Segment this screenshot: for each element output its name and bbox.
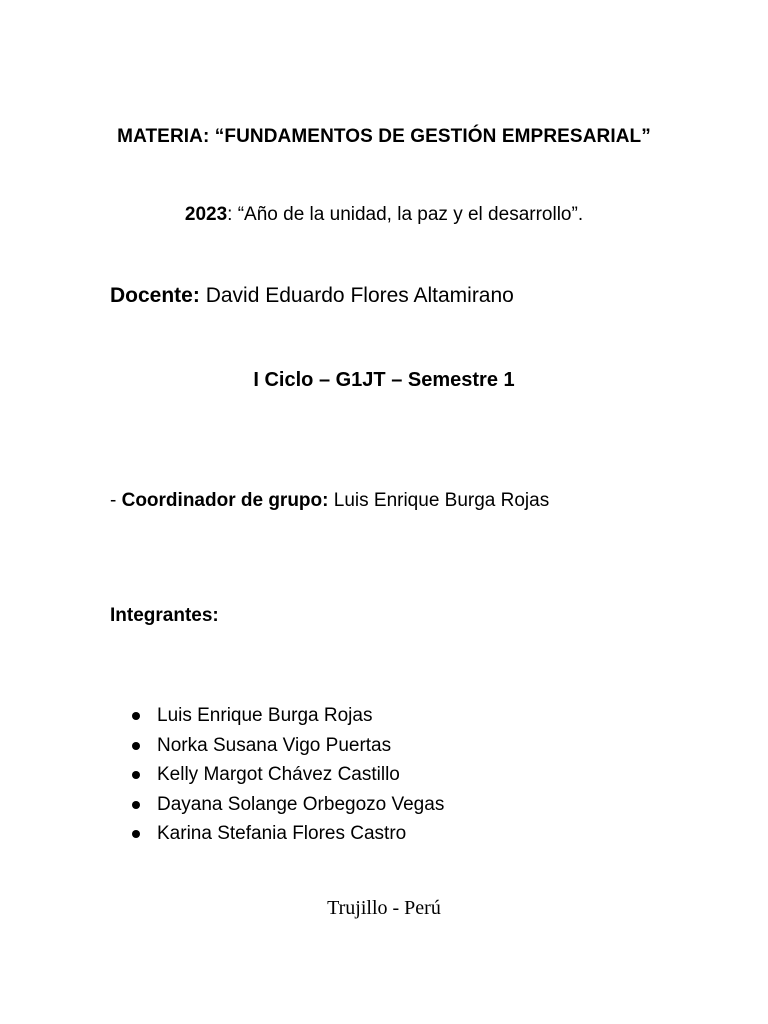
list-item bbox=[130, 790, 444, 820]
subject-title: MATERIA: “FUNDAMENTOS DE GESTIÓN EMPRESARIAL” bbox=[117, 126, 651, 147]
member-name: Karina Stefania Flores Castro bbox=[157, 823, 407, 845]
bullet-icon bbox=[132, 830, 140, 838]
members-list bbox=[130, 701, 444, 849]
teacher-name: David Eduardo Flores Altamirano bbox=[199, 284, 514, 307]
list-item bbox=[130, 819, 444, 849]
bullet-icon bbox=[132, 771, 140, 779]
city-line: Trujillo - Perú bbox=[327, 897, 441, 919]
teacher-label: Docente: bbox=[110, 284, 200, 307]
member-name: Norka Susana Vigo Puertas bbox=[157, 734, 392, 756]
list-item bbox=[130, 701, 444, 731]
year-text: : “Año de la unidad, la paz y el desarrollo”. bbox=[227, 204, 584, 225]
bullet-icon bbox=[132, 742, 140, 750]
year-label: 2023 bbox=[184, 204, 228, 225]
teacher-line bbox=[110, 284, 514, 308]
list-item bbox=[130, 760, 444, 790]
coordinator-line bbox=[110, 490, 549, 512]
coordinator-prefix: - bbox=[110, 490, 122, 511]
bullet-icon bbox=[132, 801, 140, 809]
list-item bbox=[130, 731, 444, 761]
coordinator-name: Luis Enrique Burga Rojas bbox=[328, 490, 550, 511]
members-heading: Integrantes: bbox=[110, 605, 219, 626]
cycle-line: I Ciclo – G1JT – Semestre 1 bbox=[253, 369, 515, 391]
coordinator-label: Coordinador de grupo: bbox=[121, 490, 329, 511]
member-name: Luis Enrique Burga Rojas bbox=[157, 705, 373, 726]
bullet-icon bbox=[132, 712, 140, 720]
member-name: Dayana Solange Orbegozo Vegas bbox=[157, 793, 445, 815]
member-name: Kelly Margot Chávez Castillo bbox=[157, 764, 400, 786]
year-motto bbox=[0, 204, 768, 226]
